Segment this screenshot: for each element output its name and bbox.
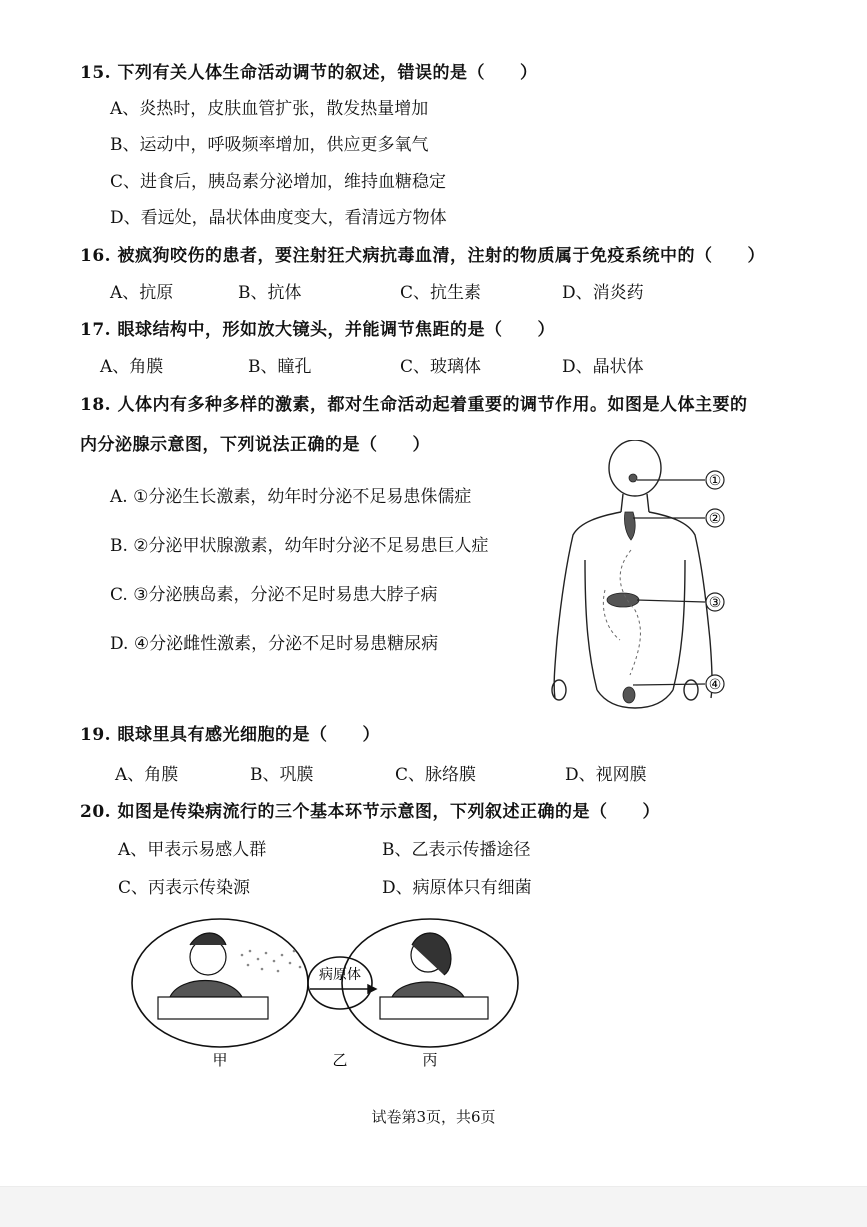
q17-option-c: C、玻璃体 [400,357,482,377]
label-yi: 乙 [332,1053,348,1069]
thyroid-gland [624,512,635,540]
q15-option-b: B、运动中，呼吸频率增加，供应更多氧气 [110,135,429,155]
figure-label-1: ① [708,473,722,489]
body-right-outline [649,512,712,698]
q18-stem-line2: 内分泌腺示意图，下列说法正确的是（ ） [80,435,430,455]
q20-option-c: C、丙表示传染源 [118,878,251,898]
q20-option-b: B、乙表示传播途径 [382,840,531,860]
page-bottom-band [0,1186,867,1227]
q20-option-a: A、甲表示易感人群 [118,840,267,860]
q17-stem: 17. 眼球结构中，形如放大镜头，并能调节焦距的是（ ） [80,320,555,340]
figure-label-3: ③ [708,595,722,611]
label-jia: 甲 [212,1053,228,1069]
label-bing: 丙 [422,1053,438,1069]
q16-option-a: A、抗原 [110,283,174,303]
leader-line-3 [637,600,705,602]
q15-option-c: C、进食后，胰岛素分泌增加，维持血糖稳定 [110,172,447,192]
q19-option-d: D、视网膜 [565,765,647,785]
q19-option-a: A、角膜 [115,765,179,785]
q20-option-d: D、病原体只有细菌 [382,878,532,898]
q20-stem: 20. 如图是传染病流行的三个基本环节示意图，下列叙述正确的是（ ） [80,802,660,822]
spray-dots [241,950,302,973]
figure-label-2: ② [708,511,722,527]
page-footer: 试卷第3页，共6页 [371,1108,496,1126]
gonad-gland [623,687,635,703]
q17-option-d: D、晶状体 [562,357,644,377]
q18-option-a: A. ①分泌生长激素，幼年时分泌不足易患侏儒症 [110,487,472,507]
organ-outline [620,550,640,675]
leader-line-4 [633,684,705,685]
person-jia [158,933,268,1019]
q18-option-c: C. ③分泌胰岛素，分泌不足时易患大脖子病 [110,585,438,605]
pancreas-gland [607,593,639,607]
q16-option-b: B、抗体 [238,283,302,303]
right-hand [684,680,698,700]
body-inner-outline [585,560,685,690]
q19-option-c: C、脉络膜 [395,765,477,785]
endocrine-gland-figure [545,440,745,720]
q18-option-d: D. ④分泌雌性激素，分泌不足时易患糖尿病 [110,634,439,654]
pituitary-gland [629,474,637,482]
q19-stem: 19. 眼球里具有感光细胞的是（ ） [80,725,380,745]
q15-option-d: D、看远处，晶状体曲度变大，看清远方物体 [110,208,447,228]
q16-stem: 16. 被疯狗咬伤的患者，要注射狂犬病抗毒血清，注射的物质属于免疫系统中的（ ） [80,246,765,266]
circle-yi [308,957,372,1009]
figure-label-4: ④ [708,677,722,693]
q19-option-b: B、巩膜 [250,765,314,785]
q18-stem-line1: 18. 人体内有多种多样的激素，都对生命活动起着重要的调节作用。如图是人体主要的 [80,395,748,415]
q15-option-a: A、炎热时，皮肤血管扩张，散发热量增加 [110,99,429,119]
q16-option-d: D、消炎药 [562,283,644,303]
q16-option-c: C、抗生素 [400,283,482,303]
body-head-outline [609,440,661,496]
body-neck-outline [621,494,649,512]
transmission-figure [130,915,530,1075]
arrow-label: 病原体 [319,968,361,983]
q15-stem: 15. 下列有关人体生命活动调节的叙述，错误的是（ ） [80,63,538,83]
person-bing [380,933,488,1019]
q17-option-b: B、瞳孔 [248,357,312,377]
q17-option-a: A、角膜 [100,357,164,377]
q18-option-b: B. ②分泌甲状腺激素，幼年时分泌不足易患巨人症 [110,536,489,556]
